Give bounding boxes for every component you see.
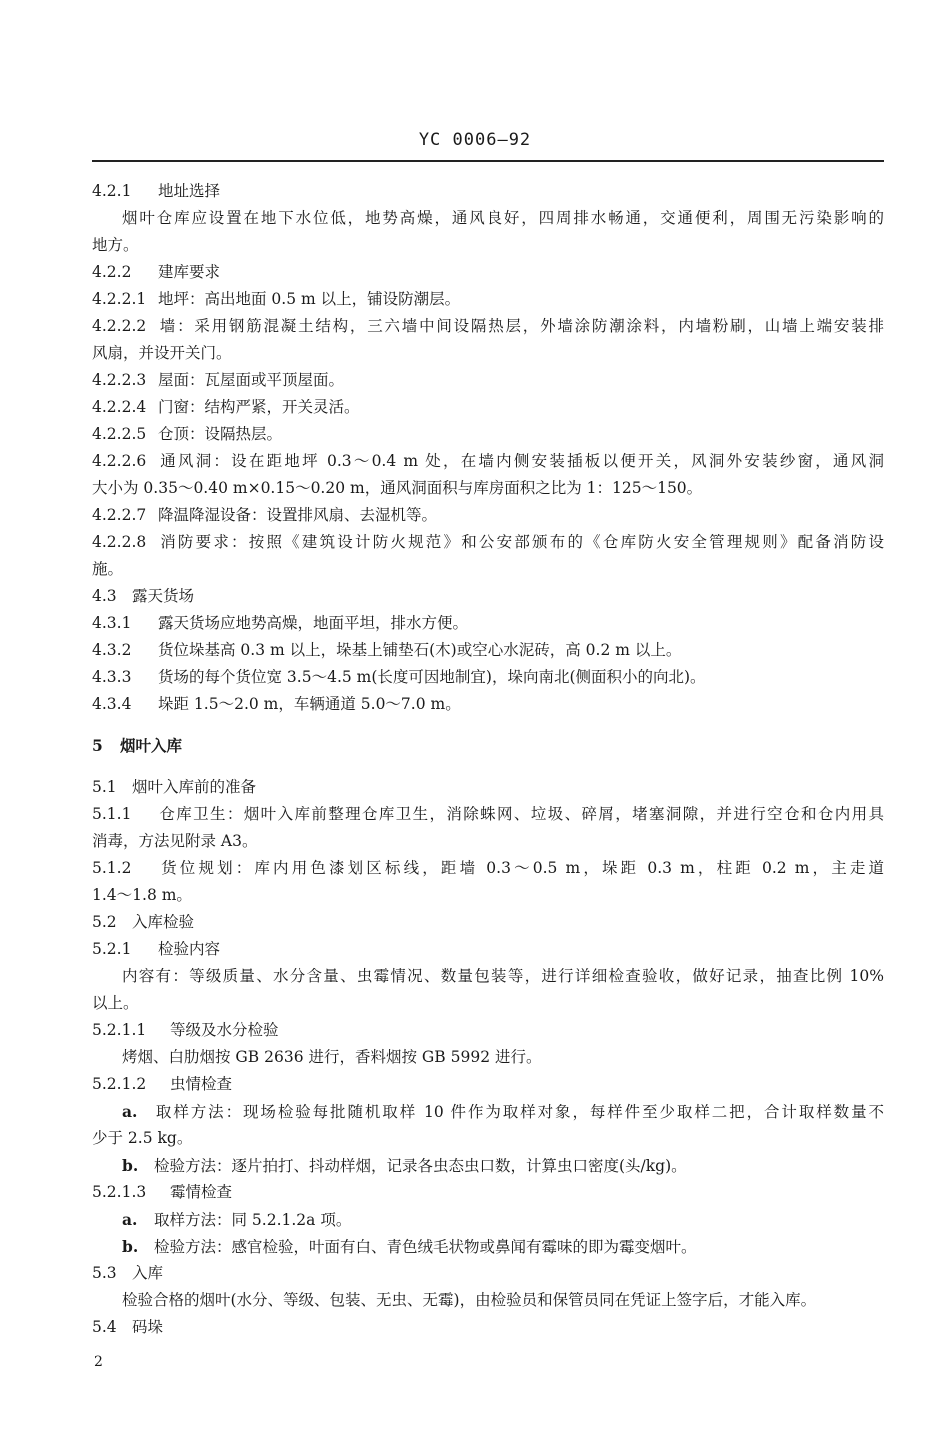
clause-5-2-1 <box>92 936 884 963</box>
clause-5-2-1-2 <box>92 1071 884 1098</box>
list-text: 取样方法：现场检验每批随机取样 10 件作为取样对象，每样件至少取样二把，合计取样数量不 <box>154 1103 884 1121</box>
paragraph-line: 烤烟、白肋烟按 GB 2636 进行，香料烟按 GB 5992 进行。 <box>122 1048 542 1066</box>
list-marker: a. <box>122 1210 138 1229</box>
clause-text: 门窗：结构严紧，开关灵活。 <box>158 398 360 416</box>
clause-number: 4.2.2.2 <box>92 317 147 335</box>
clause-number: 5.3 <box>92 1264 117 1282</box>
list-text: 检验方法：感官检验，叶面有白、青色绒毛状物或鼻闻有霉味的即为霉变烟叶。 <box>154 1238 697 1256</box>
clause-5-1 <box>92 774 884 801</box>
clause-text: 霉情检查 <box>170 1183 233 1201</box>
clause-text: 货位规划：库内用色漆划区标线，距墙 0.3～0.5 m，垛距 0.3 m，柱距 0.2 m，主走道 <box>158 859 884 877</box>
section-gap <box>92 762 884 774</box>
clause-4-2-2-8 <box>92 529 884 556</box>
paragraph-line: 风扇，并设开关门。 <box>92 344 232 362</box>
clause-4-2-2-5 <box>92 421 884 448</box>
list-text: 检验方法：逐片拍打、抖动样烟，记录各虫态虫口数，计算虫口密度(头/kg)。 <box>154 1157 687 1175</box>
clause-5-3 <box>92 1260 884 1287</box>
clause-text: 入库 <box>132 1264 164 1282</box>
clause-4-3 <box>92 583 884 610</box>
section-title: 烟叶入库 <box>120 736 183 755</box>
clause-number: 4.2.2.8 <box>92 533 147 551</box>
list-item-a <box>92 1098 884 1125</box>
clause-4-2-1 <box>92 178 884 205</box>
clause-number: 4.3.2 <box>92 641 132 659</box>
list-marker: b. <box>122 1156 139 1175</box>
clause-4-2-2-3 <box>92 367 884 394</box>
clause-4-2-2-7 <box>92 502 884 529</box>
clause-text: 建库要求 <box>158 263 221 281</box>
paragraph-line: 内容有：等级质量、水分含量、虫霉情况、数量包装等，进行详细检查验收，做好记录，抽查比例 10% <box>122 967 884 985</box>
section-gap <box>92 718 884 730</box>
clause-text: 露天货场 <box>132 587 195 605</box>
clause-number: 4.3.1 <box>92 614 132 632</box>
clause-text: 屋面：瓦屋面或平顶屋面。 <box>158 371 345 389</box>
header-rule <box>92 160 884 162</box>
clause-4-2-2-4 <box>92 394 884 421</box>
clause-text: 降温降湿设备：设置排风扇、去湿机等。 <box>158 506 438 524</box>
clause-text: 码垛 <box>132 1318 164 1336</box>
clause-number: 5.2.1.2 <box>92 1075 147 1093</box>
clause-text: 仓库卫生：烟叶入库前整理仓库卫生，消除蛛网、垃圾、碎屑，堵塞洞隙，并进行空仓和仓内用具 <box>158 805 884 823</box>
clause-5-2 <box>92 909 884 936</box>
clause-4-2-2 <box>92 259 884 286</box>
clause-number: 4.2.2.6 <box>92 452 147 470</box>
document-code-header: YC 0006—92 <box>418 130 532 150</box>
document-body <box>92 178 884 1341</box>
clause-text: 地址选择 <box>158 182 221 200</box>
clause-5-1-2 <box>92 855 884 882</box>
section-5-heading <box>92 730 884 762</box>
clause-text: 等级及水分检验 <box>170 1021 279 1039</box>
clause-number: 4.2.2.1 <box>92 290 147 308</box>
page-number: 2 <box>94 1354 103 1370</box>
list-item-a <box>92 1206 884 1233</box>
clause-text: 仓顶：设隔热层。 <box>158 425 283 443</box>
clause-text: 消防要求：按照《建筑设计防火规范》和公安部颁布的《仓库防火安全管理规则》配备消防设 <box>158 533 884 551</box>
clause-text: 通风洞：设在距地坪 0.3～0.4 m 处，在墙内侧安装插板以便开关，风洞外安装纱窗，通风洞 <box>158 452 884 470</box>
clause-4-2-2-1 <box>92 286 884 313</box>
list-item-b <box>92 1233 884 1260</box>
clause-text: 虫情检查 <box>170 1075 233 1093</box>
paragraph-line: 消毒，方法见附录 A3。 <box>92 832 258 850</box>
clause-4-2-2-6 <box>92 448 884 475</box>
clause-text: 地坪：高出地面 0.5 m 以上，铺设防潮层。 <box>158 290 461 308</box>
clause-number: 4.2.2.4 <box>92 398 147 416</box>
clause-number: 4.2.2.7 <box>92 506 147 524</box>
paragraph-line: 地方。 <box>92 236 139 254</box>
paragraph-line: 1.4～1.8 m。 <box>92 886 192 904</box>
clause-text: 烟叶入库前的准备 <box>132 778 257 796</box>
paragraph-line: 施。 <box>92 560 124 578</box>
clause-number: 4.2.2 <box>92 263 132 281</box>
clause-number: 4.3 <box>92 587 117 605</box>
clause-text: 露天货场应地势高燥，地面平坦，排水方便。 <box>158 614 469 632</box>
clause-5-4 <box>92 1314 884 1341</box>
clause-number: 5.2.1.3 <box>92 1183 147 1201</box>
clause-number: 5.2 <box>92 913 117 931</box>
clause-number: 5.1.1 <box>92 805 132 823</box>
paragraph-line: 检验合格的烟叶(水分、等级、包装、无虫、无霉)，由检验员和保管员同在凭证上签字后，才能入库。 <box>122 1291 817 1309</box>
clause-number: 4.2.1 <box>92 182 132 200</box>
clause-text: 入库检验 <box>132 913 195 931</box>
paragraph-line: 以上。 <box>92 994 139 1012</box>
clause-number: 4.3.3 <box>92 668 132 686</box>
clause-number: 5.1 <box>92 778 117 796</box>
clause-4-2-2-2 <box>92 313 884 340</box>
clause-text: 垛距 1.5～2.0 m，车辆通道 5.0～7.0 m。 <box>158 695 461 713</box>
clause-5-2-1-1 <box>92 1017 884 1044</box>
clause-number: 4.3.4 <box>92 695 132 713</box>
clause-4-3-3 <box>92 664 884 691</box>
clause-4-3-1 <box>92 610 884 637</box>
list-marker: a. <box>122 1102 138 1121</box>
clause-text: 检验内容 <box>158 940 221 958</box>
paragraph-line: 少于 2.5 kg。 <box>92 1129 193 1147</box>
paragraph-line: 大小为 0.35～0.40 m×0.15～0.20 m，通风洞面积与库房面积之比为 1：125～150。 <box>92 479 703 497</box>
clause-4-3-2 <box>92 637 884 664</box>
clause-4-3-4 <box>92 691 884 718</box>
list-text: 取样方法：同 5.2.1.2a 项。 <box>154 1211 352 1229</box>
clause-number: 5.1.2 <box>92 859 132 877</box>
clause-number: 4.2.2.3 <box>92 371 147 389</box>
list-item-b <box>92 1152 884 1179</box>
clause-number: 5.2.1 <box>92 940 132 958</box>
section-number: 5 <box>92 736 103 755</box>
clause-text: 货场的每个货位宽 3.5～4.5 m(长度可因地制宜)，垛向南北(侧面积小的向北)。 <box>158 668 706 686</box>
list-marker: b. <box>122 1237 139 1256</box>
clause-number: 4.2.2.5 <box>92 425 147 443</box>
clause-5-2-1-3 <box>92 1179 884 1206</box>
clause-5-1-1 <box>92 801 884 828</box>
paragraph-line: 烟叶仓库应设置在地下水位低，地势高燥，通风良好，四周排水畅通，交通便利，周围无污染影响的 <box>122 209 884 227</box>
clause-number: 5.2.1.1 <box>92 1021 147 1039</box>
clause-text: 货位垛基高 0.3 m 以上，垛基上铺垫石(木)或空心水泥砖，高 0.2 m 以上。 <box>158 641 682 659</box>
clause-text: 墙：采用钢筋混凝土结构，三六墙中间设隔热层，外墙涂防潮涂料，内墙粉刷，山墙上端安装排 <box>158 317 884 335</box>
clause-number: 5.4 <box>92 1318 117 1336</box>
